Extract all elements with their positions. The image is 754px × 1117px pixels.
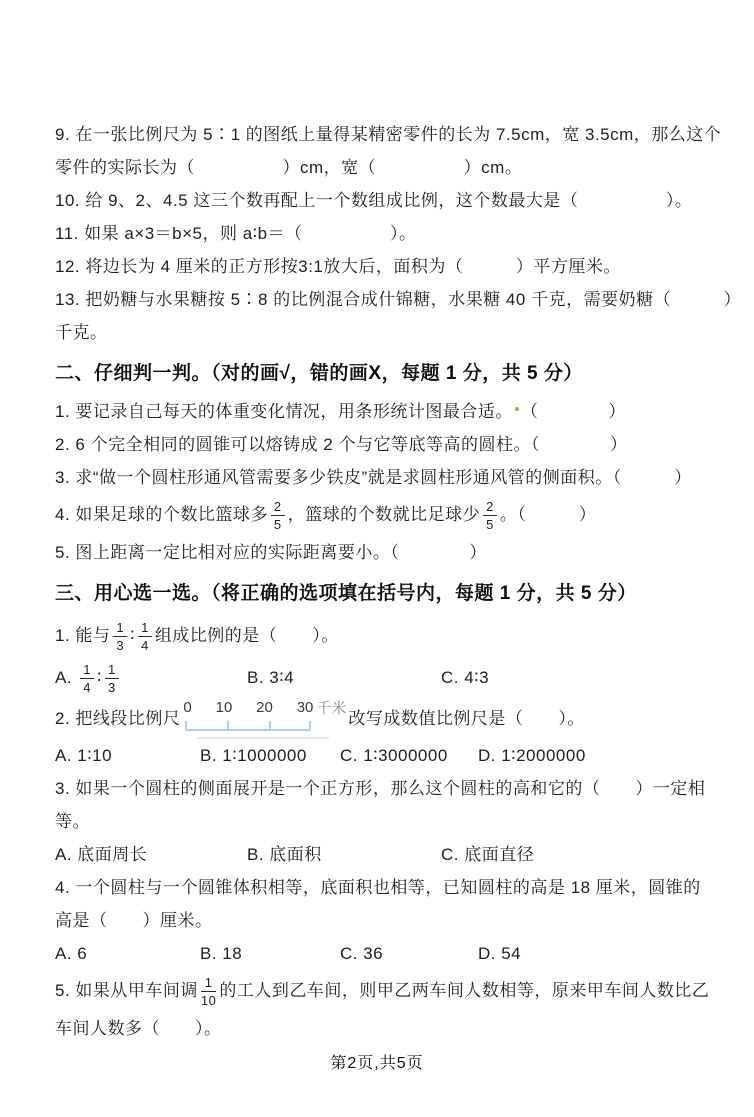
text-run: 2. 6 个完全相同的圆锥可以熔铸成 2 个与它等底等高的圆柱。（ ） xyxy=(55,435,628,454)
text-run: 2. 把线段比例尺 xyxy=(55,709,181,728)
question-line xyxy=(55,970,712,1012)
section-true-false xyxy=(55,357,712,569)
text-run: 10. 给 9、2、4.5 这三个数再配上一个数组成比例，这个数最大是（ ）。 xyxy=(55,191,693,210)
fraction-denominator: 4 xyxy=(83,680,92,695)
text-run: 车间人数多（ ）。 xyxy=(55,1019,222,1038)
text-run: B. 3∶4 xyxy=(247,668,295,687)
section-header: 二、仔细判一判。（对的画√，错的画X，每题 1 分，共 5 分） xyxy=(55,363,583,384)
question-line xyxy=(55,904,712,937)
question-line xyxy=(55,615,712,657)
fraction-denominator: 3 xyxy=(116,638,125,653)
question-line xyxy=(55,1012,712,1045)
fraction xyxy=(201,976,216,1007)
question-line xyxy=(55,217,712,250)
scale-tick xyxy=(269,721,271,729)
text-run: B. 18 xyxy=(200,944,243,963)
section-fill-in-blanks xyxy=(55,118,742,349)
text-run: 3. 求“做一个圆柱形通风管需要多少铁皮”就是求圆柱形通风管的侧面积。（ ） xyxy=(55,468,692,487)
question-line xyxy=(55,536,712,569)
text-run: A. 1∶10 xyxy=(55,746,113,765)
option xyxy=(200,739,307,772)
text-run: A. 底面周长 xyxy=(55,845,148,864)
text-run: 。（ ） xyxy=(499,505,597,524)
text-run: 12. 将边长为 4 厘米的正方形按3:1放大后，面积为（ ）平方厘米。 xyxy=(55,257,621,276)
text-run: B. 1∶1000000 xyxy=(200,746,307,765)
text-run: 零件的实际长为（ ）cm，宽（ ）cm。 xyxy=(55,158,523,177)
question-line xyxy=(55,494,712,536)
question-line xyxy=(55,871,712,904)
text-run: C. 4∶3 xyxy=(441,668,490,687)
text-run: D. 54 xyxy=(478,944,522,963)
option xyxy=(200,937,242,970)
text-run: 改写成数值比例尺是（ ）。 xyxy=(348,709,585,728)
text-run: C. 36 xyxy=(340,944,384,963)
text-run: 13. 把奶糖与水果糖按 5∶8 的比例混合成什锦糖，水果糖 40 千克，需要奶糖（ ） xyxy=(55,290,742,309)
option xyxy=(340,937,383,970)
fraction-numerator: 1 xyxy=(105,663,119,679)
scale-tick-label: 0 xyxy=(183,699,192,716)
scale-tick xyxy=(185,721,187,729)
fraction xyxy=(113,621,127,652)
text-run: 高是（ ）厘米。 xyxy=(55,911,213,930)
question-line xyxy=(55,283,742,316)
scale-labels xyxy=(183,699,313,717)
fraction-numerator: 1 xyxy=(80,663,94,679)
text-run: B. 底面积 xyxy=(247,845,322,864)
option xyxy=(441,838,534,871)
text-run: 3. 如果一个圆柱的侧面展开是一个正方形，那么这个圆柱的高和它的（ ）一定相 xyxy=(55,779,706,798)
question-line xyxy=(55,428,712,461)
fraction-denominator: 10 xyxy=(200,993,217,1008)
text-run: 的工人到乙车间，则甲乙两车间人数相等，原来甲车间人数比乙 xyxy=(219,981,710,1000)
option xyxy=(55,937,87,970)
question-line xyxy=(55,151,712,184)
scale-tick-label: 10 xyxy=(215,699,233,716)
fraction-denominator: 5 xyxy=(486,517,494,532)
text-run: A. 6 xyxy=(55,944,88,963)
text-run: D. 1∶2000000 xyxy=(478,746,586,765)
question-line xyxy=(55,772,712,805)
option xyxy=(55,657,122,699)
text-run: C. 1∶3000000 xyxy=(340,746,448,765)
scale-tick xyxy=(309,721,311,729)
fraction-numerator: 2 xyxy=(271,500,285,516)
options-row xyxy=(55,739,712,772)
question-line xyxy=(55,395,712,428)
text-run: 5. 图上距离一定比相对应的实际距离要小。（ ） xyxy=(55,543,487,562)
scale-tick xyxy=(227,721,229,729)
fraction-denominator: 5 xyxy=(273,517,282,532)
text-run: ，篮球的个数就比足球少 xyxy=(287,505,481,524)
linear-scale-bar xyxy=(183,699,347,734)
options-row xyxy=(55,657,712,699)
scale-tick-label: 20 xyxy=(256,699,273,716)
text-run: 4. 如果足球的个数比篮球多 xyxy=(55,505,268,524)
fraction-numerator: 1 xyxy=(138,621,152,637)
fraction xyxy=(105,663,119,694)
section-multiple-choice xyxy=(55,577,712,1045)
fraction-denominator: 4 xyxy=(141,638,149,653)
fraction xyxy=(80,663,94,694)
fraction xyxy=(271,500,285,531)
text-run: A. xyxy=(55,668,78,687)
option xyxy=(478,937,521,970)
text-run: （ ） xyxy=(520,402,626,421)
question-line xyxy=(55,184,712,217)
options-row xyxy=(55,838,712,871)
document-body xyxy=(55,118,742,1045)
text-run: 4. 一个圆柱与一个圆锥体积相等，底面积也相等，已知圆柱的高是 18 厘米，圆锥的 xyxy=(55,878,701,897)
question-line xyxy=(55,316,712,349)
section-header: 三、用心选一选。（将正确的选项填在括号内，每题 1 分，共 5 分） xyxy=(55,583,637,604)
fraction xyxy=(138,621,152,652)
page-footer: 第2页,共5页 xyxy=(330,1055,424,1072)
text-run: 5. 如果从甲车间调 xyxy=(55,981,198,1000)
stray-mark xyxy=(515,407,519,411)
text-run: ∶ xyxy=(97,668,102,687)
fraction-numerator: 2 xyxy=(483,500,497,516)
option xyxy=(441,657,489,699)
option xyxy=(340,739,448,772)
scale-unit-label: 千米 xyxy=(316,700,347,717)
option xyxy=(55,739,112,772)
question-line xyxy=(55,118,722,151)
fraction-denominator: 3 xyxy=(107,680,116,695)
text-run: 1. 能与 xyxy=(55,626,111,645)
fraction xyxy=(483,500,497,531)
text-run: 组成比例的是（ ）。 xyxy=(154,626,339,645)
scale-line xyxy=(185,721,311,731)
option xyxy=(247,657,294,699)
fraction-numerator: 1 xyxy=(201,976,216,992)
text-run: 11. 如果 a×3＝b×5，则 a∶b＝（ ）。 xyxy=(55,224,417,243)
option xyxy=(478,739,586,772)
question-line xyxy=(55,461,712,494)
text-run: 1. 要记录自己每天的体重变化情况，用条形统计图最合适。 xyxy=(55,402,513,421)
text-run: ∶ xyxy=(130,626,136,645)
question-line xyxy=(55,805,712,838)
fraction-numerator: 1 xyxy=(113,621,127,637)
scale-tick-label: 30 xyxy=(296,699,314,716)
text-run: 千克。 xyxy=(55,323,108,342)
question-line xyxy=(55,699,712,739)
text-run: 9. 在一张比例尺为 5∶1 的图纸上量得某精密零件的长为 7.5cm，宽 3.5cm，那么这个 xyxy=(55,125,722,144)
option xyxy=(55,838,147,871)
text-run: 等。 xyxy=(55,812,90,831)
question-line xyxy=(55,250,712,283)
options-row xyxy=(55,937,712,970)
option xyxy=(247,838,322,871)
text-run: C. 底面直径 xyxy=(441,845,535,864)
